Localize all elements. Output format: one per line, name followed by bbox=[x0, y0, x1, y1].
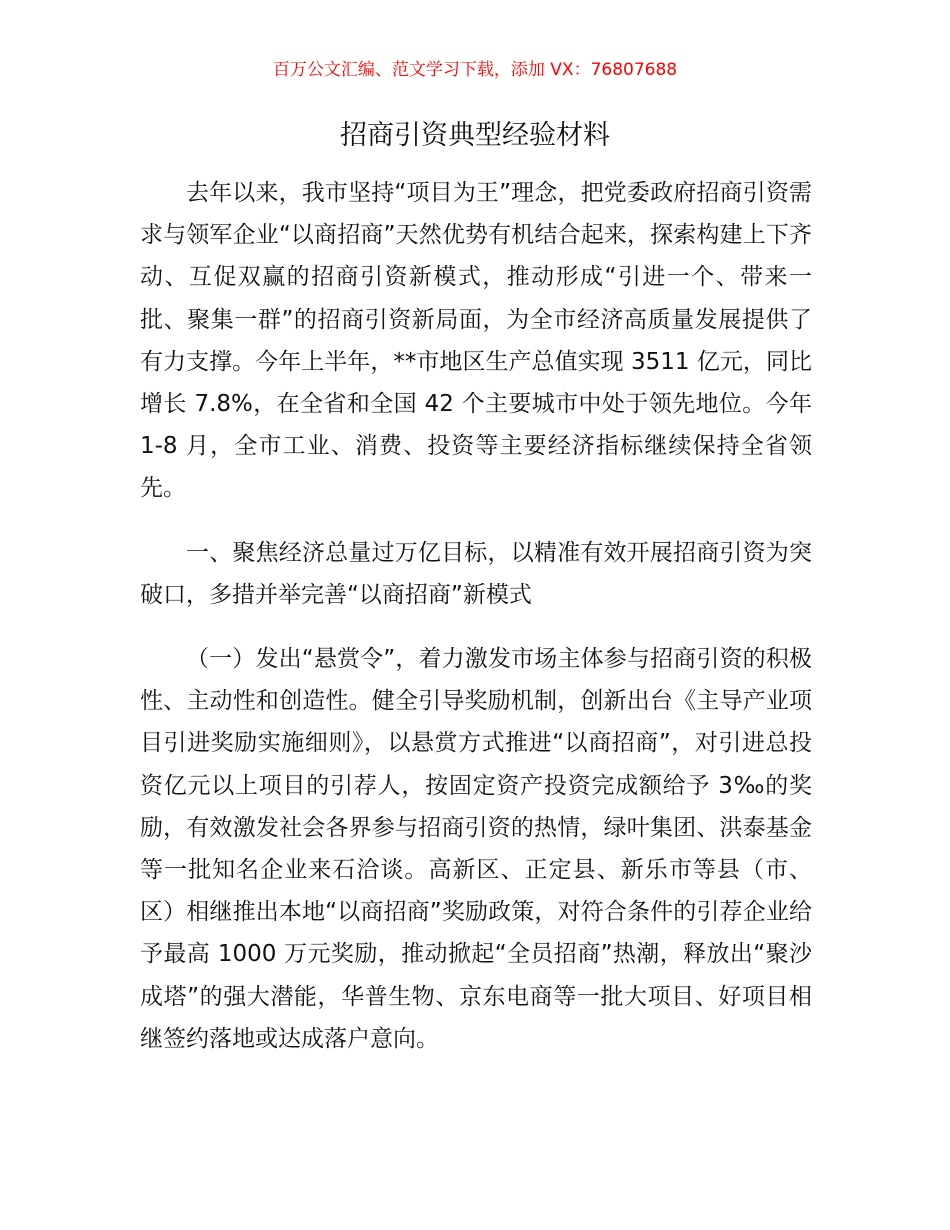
header-note: 百万公文汇编、范文学习下载，添加 VX：76807688 bbox=[272, 60, 678, 80]
paragraph-subsection-one: （一）发出“悬赏令”，着力激发市场主体参与招商引资的积极性、主动性和创造性。健全引导奖励机制，创新出台《主导产业项目引进奖励实施细则》，以悬赏方式推进“以商招商”，对引进总投资亿元以上项目的引荐人，按固定资产投资完成额给予 3‰的奖励，有效激发社会各界参与招商引资的热情，绿叶集团、洪泰基金等一批知名企业来石洽谈。高新区、正定县、新乐市等县（市、区）相继推出本地“以商招商”奖励政策，对符合条件的引荐企业给予最高 1000 万元奖励，推动掀起“全员招商”热潮，释放出“聚沙成塔”的强大潜能，华普生物、京东电商等一批大项目、好项目相继签约落地或达成落户意向。 bbox=[140, 646, 812, 1052]
document-body bbox=[140, 172, 812, 1060]
paragraph-intro: 去年以来，我市坚持“项目为王”理念，把党委政府招商引资需求与领军企业“以商招商”天然优势有机结合起来，探索构建上下齐动、互促双赢的招商引资新模式，推动形成“引进一个、带来一批、聚集一群”的招商引资新局面，为全市经济高质量发展提供了有力支撑。今年上半年，**市地区生产总值实现 3511 亿元，同比增长 7.8%，在全省和全国 42 个主要城市中处于领先地位。今年 1-8 月，全市工业、消费、投资等主要经济指标继续保持全省领先。 bbox=[140, 180, 812, 502]
paragraph-section-heading: 一、聚焦经济总量过万亿目标，以精准有效开展招商引资为突破口，多措并举完善“以商招商”新模式 bbox=[140, 539, 812, 608]
document-title: 招商引资典型经验材料 bbox=[340, 120, 610, 151]
